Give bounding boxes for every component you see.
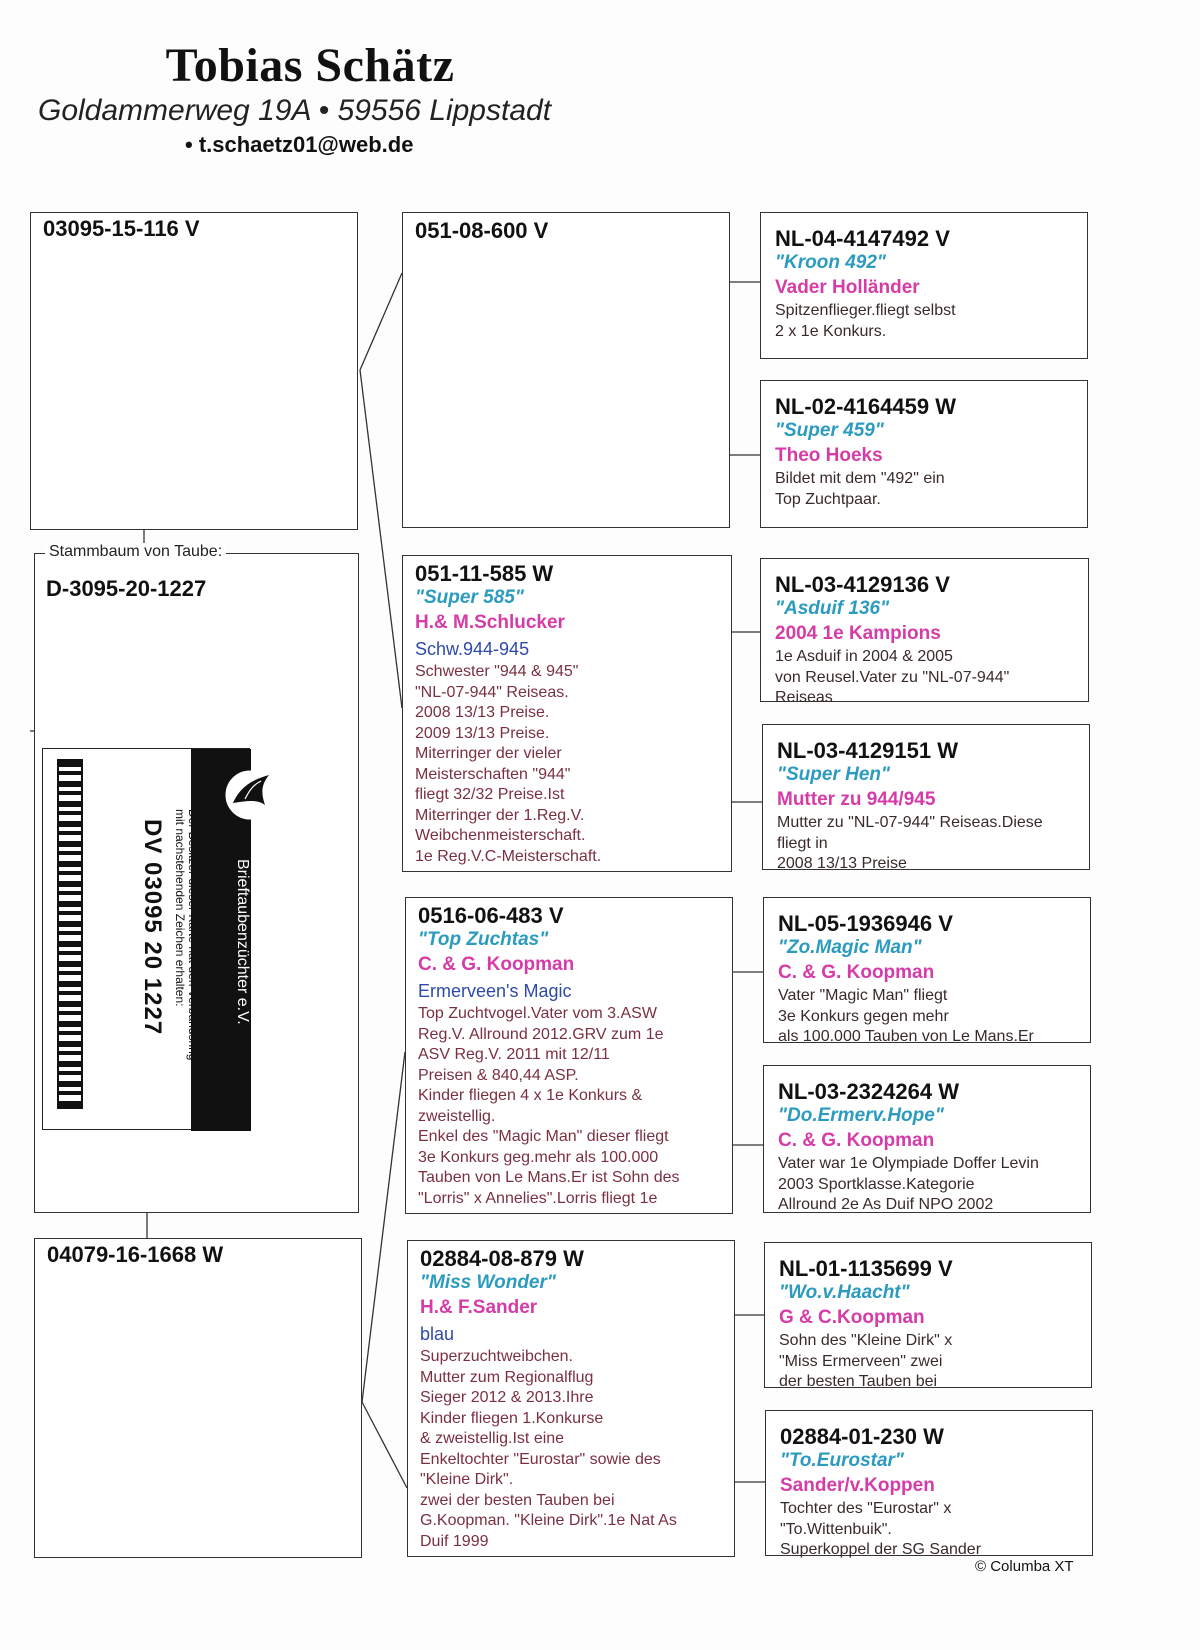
description: Vater war 1e Olympiade Doffer Levin 2003 Sportklasse.Kategorie Allround 2e As Duif NPO 2002 <box>778 1155 1039 1213</box>
breeder: H.& M.Schlucker <box>415 612 565 633</box>
ring-number: NL-01-1135699 V <box>779 1256 953 1281</box>
breeder: G & C.Koopman <box>779 1307 925 1328</box>
ring-number: 051-08-600 V <box>415 218 549 243</box>
father-ring: 03095-15-116 V <box>43 216 200 241</box>
description: Superzuchtweibchen. Mutter zum Regionalflug Sieger 2012 & 2013.Ihre Kinder fliegen 1.Konkurse & zweistellig.Ist eine Enkeltochter "Eurostar" sowie des "Kleine Dirk". zwei der besten Tauben bei G.Koopman. "Kleine Dirk".1e Nat As Duif 1999 <box>420 1348 677 1550</box>
breeder-email: • t.schaetz01@web.de <box>185 132 414 157</box>
ring-number: 02884-08-879 W <box>420 1246 584 1271</box>
breeder: H.& F.Sander <box>420 1297 538 1318</box>
nickname: "Super 585" <box>415 587 524 608</box>
great-grandparent-box <box>764 1242 1092 1388</box>
great-grandparent-box <box>763 1065 1091 1213</box>
card-heading: Eigentums-Ausweis <box>204 859 223 1021</box>
connector-line <box>362 1052 405 1402</box>
breeder-address: Goldammerweg 19A • 59556 Lippstadt <box>38 94 552 127</box>
description: Schwester "944 & 945" "NL-07-944" Reiseas. 2008 13/13 Preise. 2009 13/13 Preise. Miterringer der vieler Meisterschaften "944" fliegt 32/32 Preise.Ist Miterringer der 1.Reg.V. Weibchenmeisterschaft. 1e Reg.V.C-Meisterschaft. <box>415 663 602 865</box>
breeder: 2004 1e Kampions <box>775 623 941 644</box>
ring-number: 0516-06-483 V <box>418 903 564 928</box>
description: Vater "Magic Man" fliegt 3e Konkurs gegen mehr als 100.000 Tauben von Le Mans.Er <box>778 987 1034 1045</box>
mother-ring: 04079-16-1668 W <box>47 1242 224 1267</box>
nickname: "Asduif 136" <box>775 598 890 619</box>
nickname: "Super 459" <box>775 420 884 441</box>
connector-line <box>362 1402 407 1488</box>
card-note: Der Besitzer dieser Karte hat den Verbandsring mit nachstehenden Zeichen erhalten: <box>173 809 200 1061</box>
card-ring-number: DV 03095 20 1227 <box>139 819 166 1036</box>
breeder: C. & G. Koopman <box>418 954 575 975</box>
ring-number: 02884-01-230 W <box>780 1424 944 1449</box>
great-grandparent-box <box>760 212 1088 359</box>
description: 1e Asduif in 2004 & 2005 von Reusel.Vater zu "NL-07-944" Reiseas <box>775 648 1010 706</box>
pigeon-logo-icon <box>221 755 279 835</box>
breeder-name: Tobias Schätz <box>165 39 455 92</box>
great-grandparent-box <box>763 897 1091 1043</box>
pedigree-label: Stammbaum von Taube: <box>45 543 226 561</box>
great-grandparent-box <box>760 558 1089 706</box>
ring-number: NL-03-4129151 W <box>777 738 958 763</box>
breeder: Sander/v.Koppen <box>780 1475 935 1496</box>
ring-number: NL-02-4164459 W <box>775 394 956 419</box>
breeder: Vader Holländer <box>775 277 920 298</box>
pigeon-ring: D-3095-20-1227 <box>46 576 207 601</box>
grandparent-box <box>402 555 732 872</box>
ring-number: 051-11-585 W <box>415 561 554 586</box>
ownership-card <box>42 748 270 1130</box>
nickname: "Wo.v.Haacht" <box>779 1282 910 1303</box>
description: Tochter des "Eurostar" x "To.Wittenbuik". Superkoppel der SG Sander <box>780 1500 982 1558</box>
variety: Ermerveen's Magic <box>418 981 572 1001</box>
mother-box <box>34 1238 362 1558</box>
variety: blau <box>420 1324 455 1344</box>
great-grandparent-box <box>765 1410 1093 1556</box>
description: Sohn des "Kleine Dirk" x "Miss Ermerveen" zwei der besten Tauben bei <box>779 1332 953 1390</box>
nickname: "Super Hen" <box>777 764 891 785</box>
great-grandparent-box <box>760 380 1088 528</box>
ring-band-pattern <box>57 759 83 1109</box>
ring-number: NL-03-4129136 V <box>775 572 950 597</box>
variety: Schw.944-945 <box>415 639 530 659</box>
breeder: C. & G. Koopman <box>778 1130 935 1151</box>
grandparent-box <box>407 1240 735 1557</box>
great-grandparent-box <box>762 724 1090 870</box>
description: Bildet mit dem "492" ein Top Zuchtpaar. <box>775 470 945 508</box>
connector-line <box>360 370 402 708</box>
grandparent-box <box>402 212 730 528</box>
father-box <box>30 212 358 530</box>
card-association-title: Verband Deutscher Brieftaubenzüchter e.V. <box>234 859 270 1025</box>
description: Top Zuchtvogel.Vater vom 3.ASW Reg.V. Allround 2012.GRV zum 1e ASV Reg.V. 2011 mit 12/11 Preisen & 840,44 ASP. Kinder fliegen 4 x 1e Konkurs & zweistellig. Enkel des "Magic Man" dieser fliegt 3e Konkurs geg.mehr als 100.000 Tauben von Le Mans.Er ist Sohn des "Lorris" x Annelies".Lorris fliegt 1e <box>418 1005 680 1207</box>
breeder: C. & G. Koopman <box>778 962 935 983</box>
connector-line <box>360 273 402 370</box>
breeder: Theo Hoeks <box>775 445 883 466</box>
ring-number: NL-05-1936946 V <box>778 911 953 936</box>
description: Spitzenflieger.fliegt selbst 2 x 1e Konkurs. <box>775 302 956 340</box>
ring-number: NL-03-2324264 W <box>778 1079 959 1104</box>
nickname: "Miss Wonder" <box>420 1272 556 1293</box>
nickname: "To.Eurostar" <box>780 1450 904 1471</box>
grandparent-box <box>405 897 733 1214</box>
nickname: "Kroon 492" <box>775 252 886 273</box>
nickname: "Top Zuchtas" <box>418 929 549 950</box>
nickname: "Zo.Magic Man" <box>778 937 922 958</box>
ring-number: NL-04-4147492 V <box>775 226 950 251</box>
nickname: "Do.Ermerv.Hope" <box>778 1105 944 1126</box>
description: Mutter zu "NL-07-944" Reiseas.Diese fliegt in 2008 13/13 Preise <box>777 814 1043 872</box>
copyright: © Columba XT <box>975 1558 1074 1575</box>
breeder: Mutter zu 944/945 <box>777 789 936 810</box>
